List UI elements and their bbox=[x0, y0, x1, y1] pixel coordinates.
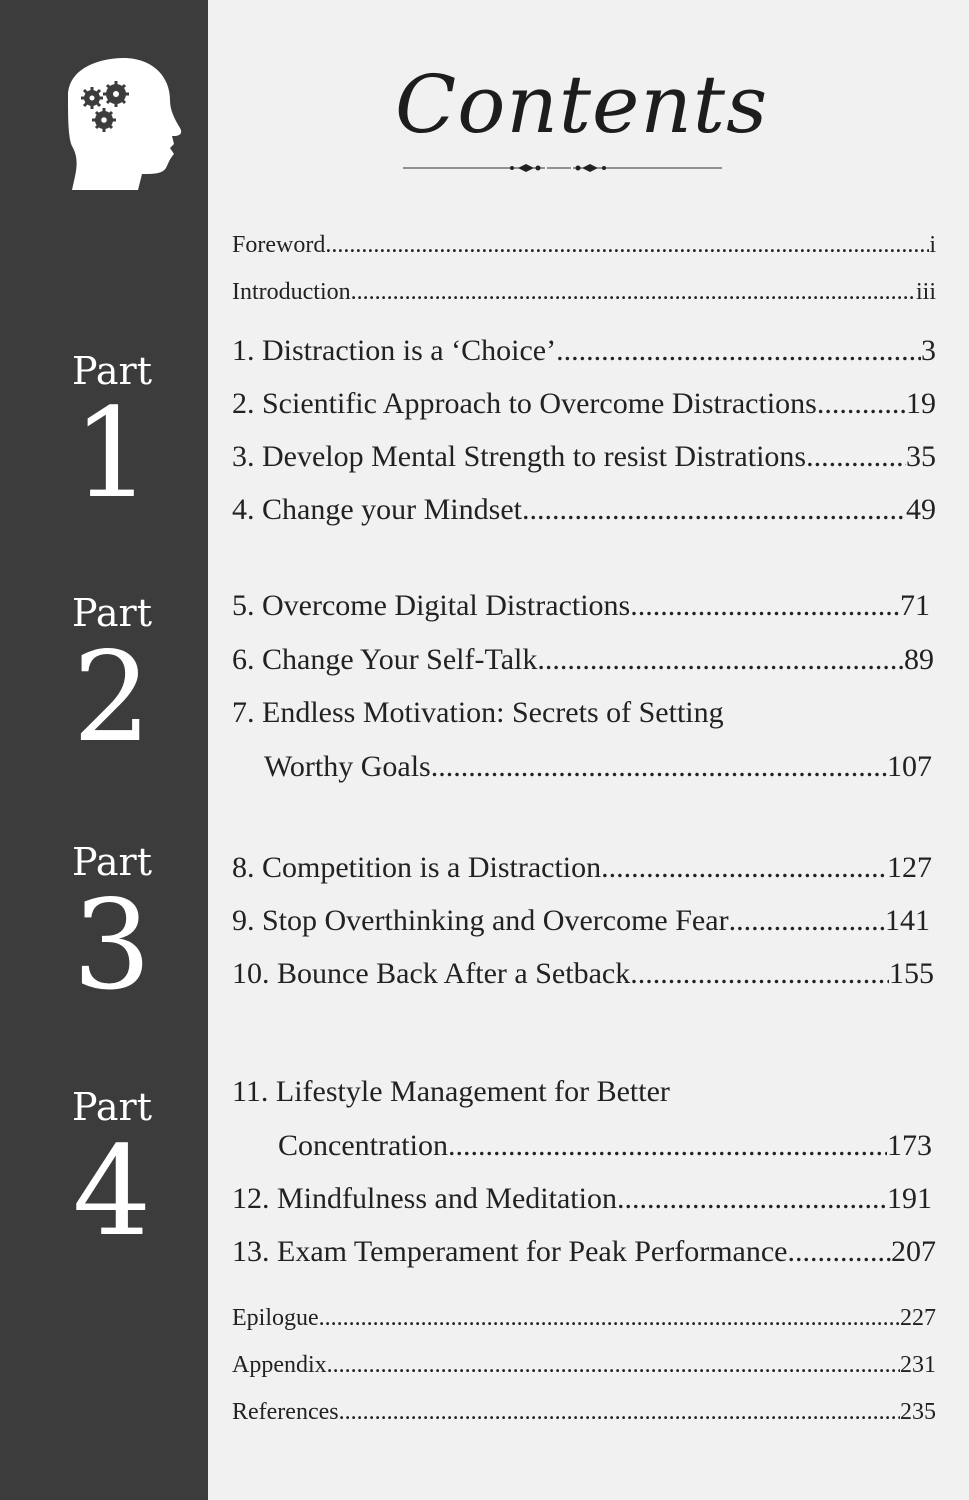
toc-entry-chapter-4[interactable] bbox=[232, 493, 936, 527]
toc-label: References bbox=[232, 1399, 339, 1425]
toc-page: iii bbox=[915, 279, 936, 305]
toc-label: Appendix bbox=[232, 1352, 327, 1378]
part-4-number: 4 bbox=[72, 1120, 152, 1264]
toc-label: 10. Bounce Back After a Setback bbox=[232, 957, 631, 990]
toc-entry-epilogue[interactable] bbox=[232, 1305, 936, 1332]
toc-page: 107 bbox=[887, 750, 932, 783]
toc-label: Concentration bbox=[278, 1129, 448, 1162]
leader-dots bbox=[617, 1182, 887, 1216]
toc-label: 4. Change your Mindset bbox=[232, 493, 522, 526]
toc-entry-chapter-5[interactable] bbox=[232, 589, 930, 623]
toc-page: 35 bbox=[906, 440, 936, 473]
toc-entry-chapter-11-title[interactable]: 11. Lifestyle Management for Better bbox=[232, 1075, 670, 1108]
toc-entry-chapter-2[interactable] bbox=[232, 387, 936, 421]
toc-label: 3. Develop Mental Strength to resist Distrations bbox=[232, 440, 807, 473]
toc-page: 3 bbox=[921, 334, 936, 367]
part-2-number: 2 bbox=[72, 626, 152, 770]
toc-page: 127 bbox=[887, 851, 932, 884]
toc-entry-chapter-11[interactable] bbox=[278, 1129, 932, 1163]
toc-entry-chapter-10[interactable] bbox=[232, 957, 934, 991]
toc-entry-chapter-6[interactable] bbox=[232, 643, 934, 677]
toc-page: 19 bbox=[906, 387, 936, 420]
leader-dots bbox=[729, 904, 885, 938]
toc-label: 1. Distraction is a ‘Choice’ bbox=[232, 334, 557, 367]
toc-label: 12. Mindfulness and Meditation bbox=[232, 1182, 617, 1215]
toc-page: 231 bbox=[900, 1352, 936, 1378]
toc-label: 2. Scientific Approach to Overcome Distractions bbox=[232, 387, 817, 420]
toc-page: 89 bbox=[904, 643, 934, 676]
part-1-number: 1 bbox=[72, 382, 152, 526]
sidebar bbox=[0, 0, 208, 1500]
part-3-word: Part bbox=[72, 840, 152, 884]
toc-entry-appendix[interactable] bbox=[232, 1352, 936, 1379]
toc-entry-chapter-1[interactable] bbox=[232, 334, 936, 368]
toc-label: 9. Stop Overthinking and Overcome Fear bbox=[232, 904, 729, 937]
toc-page: 141 bbox=[885, 904, 930, 937]
toc-page: 191 bbox=[887, 1182, 932, 1215]
toc-entry-chapter-8[interactable] bbox=[232, 851, 932, 885]
toc-page: 49 bbox=[906, 493, 936, 526]
leader-dots bbox=[817, 387, 906, 421]
head-with-gears-icon bbox=[62, 56, 182, 190]
leader-dots bbox=[351, 279, 916, 306]
toc-label: Worthy Goals bbox=[264, 750, 431, 783]
toc-label: Introduction bbox=[232, 279, 351, 305]
part-1-word: Part bbox=[72, 349, 152, 393]
leader-dots bbox=[630, 589, 900, 623]
page-title: Contents bbox=[395, 58, 769, 151]
toc-entry-introduction[interactable] bbox=[232, 279, 936, 306]
toc-entry-chapter-7[interactable] bbox=[264, 750, 932, 784]
leader-dots bbox=[327, 1352, 900, 1379]
leader-dots bbox=[806, 440, 906, 474]
toc-page: 173 bbox=[887, 1129, 932, 1162]
leader-dots bbox=[325, 232, 929, 259]
leader-dots bbox=[556, 334, 921, 368]
toc-label: 8. Competition is a Distraction bbox=[232, 851, 602, 884]
toc-entry-chapter-3[interactable] bbox=[232, 440, 936, 474]
toc-entry-chapter-13[interactable] bbox=[232, 1235, 936, 1269]
toc-page: 235 bbox=[900, 1399, 936, 1425]
toc-label: Foreword bbox=[232, 232, 326, 258]
toc-page: 71 bbox=[900, 589, 930, 622]
part-2-word: Part bbox=[72, 591, 152, 635]
toc-entry-chapter-12[interactable] bbox=[232, 1182, 932, 1216]
leader-dots bbox=[431, 750, 887, 784]
toc-entry-references[interactable] bbox=[232, 1399, 936, 1426]
part-3-number: 3 bbox=[72, 874, 152, 1018]
toc-page: i bbox=[929, 232, 936, 258]
leader-dots bbox=[448, 1129, 887, 1163]
leader-dots bbox=[319, 1305, 900, 1332]
leader-dots bbox=[522, 493, 906, 527]
toc-label: 6. Change Your Self-Talk bbox=[232, 643, 538, 676]
toc-label: Epilogue bbox=[232, 1305, 319, 1331]
toc-page: 227 bbox=[900, 1305, 936, 1331]
toc-page: 155 bbox=[889, 957, 934, 990]
toc-entry-foreword[interactable] bbox=[232, 232, 936, 259]
toc-page: 207 bbox=[891, 1235, 936, 1268]
toc-label: 13. Exam Temperament for Peak Performance bbox=[232, 1235, 788, 1268]
toc-entry-chapter-7-title[interactable]: 7. Endless Motivation: Secrets of Setting bbox=[232, 696, 724, 729]
toc-label: 5. Overcome Digital Distractions bbox=[232, 589, 631, 622]
leader-dots bbox=[537, 643, 904, 677]
ornament-divider-icon bbox=[400, 158, 725, 178]
leader-dots bbox=[339, 1399, 900, 1426]
toc-entry-chapter-9[interactable] bbox=[232, 904, 930, 938]
leader-dots bbox=[630, 957, 889, 991]
leader-dots bbox=[787, 1235, 891, 1269]
leader-dots bbox=[601, 851, 887, 885]
part-4-word: Part bbox=[72, 1085, 152, 1129]
